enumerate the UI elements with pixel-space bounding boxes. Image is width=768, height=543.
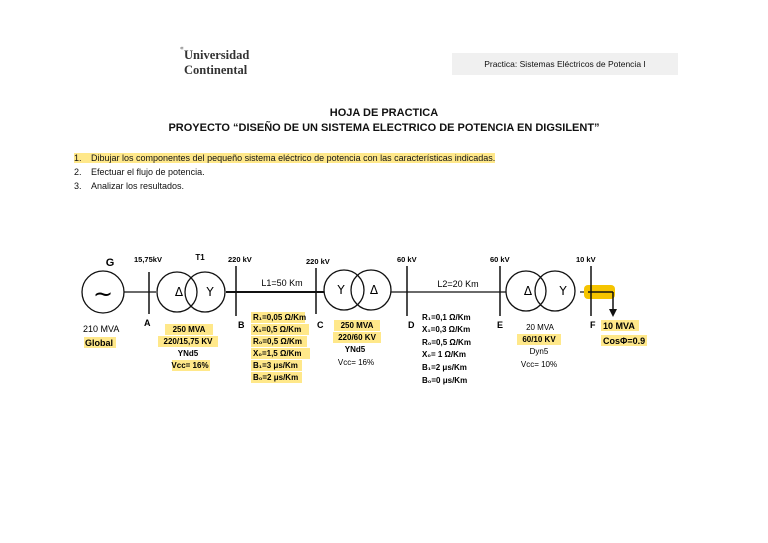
t2-spec: YNd5 — [344, 345, 366, 354]
line1-label: L1=50 Km — [261, 278, 303, 288]
university-line1: Universidad — [184, 48, 250, 62]
line2-param: B₁=2 μs/Km — [422, 363, 467, 372]
svg-text:Y: Y — [206, 285, 214, 299]
svg-text:Y: Y — [337, 283, 345, 297]
svg-text:Δ: Δ — [174, 285, 184, 299]
transformer-t3 — [506, 271, 575, 311]
step-text: Analizar los resultados. — [91, 181, 185, 191]
step-number: 1. — [74, 153, 82, 163]
voltage-label: 60 kV — [397, 255, 417, 264]
svg-text:Δ: Δ — [523, 284, 533, 298]
line1-param: R₀=0,5 Ω/Km — [253, 337, 302, 346]
line2-param: R₀=0,5 Ω/Km — [422, 338, 471, 347]
voltage-label: 220 kV — [228, 255, 252, 264]
bus-label: F — [590, 320, 596, 330]
voltage-label: 60 kV — [490, 255, 510, 264]
t1-spec: 250 MVA — [172, 325, 206, 334]
svg-text:Δ: Δ — [369, 283, 379, 297]
course-label: Practica: Sistemas Eléctricos de Potencia I — [452, 53, 678, 75]
t3-spec: 20 MVA — [526, 323, 554, 332]
t3-spec: Dyn5 — [529, 347, 549, 356]
generator-label: G — [105, 257, 115, 269]
university-line2: Continental — [184, 63, 248, 77]
line1-param: X₁=0,5 Ω/Km — [253, 325, 302, 334]
t1-spec: Vcc= 16% — [171, 361, 209, 370]
step-text: Efectuar el flujo de potencia. — [91, 167, 205, 177]
load-power: 10 MVA — [603, 321, 635, 331]
voltage-label: 15,75kV — [134, 255, 162, 264]
transformer-t2 — [324, 270, 391, 310]
transformer-t1 — [157, 272, 225, 312]
svg-text:Y: Y — [559, 284, 567, 298]
page-title: HOJA DE PRACTICA — [329, 107, 439, 119]
line1-param: B₁=3 μs/Km — [253, 361, 298, 370]
generator-mode: Global — [85, 338, 114, 348]
bus-label: B — [238, 320, 245, 330]
t1-spec: 220/15,75 KV — [163, 337, 213, 346]
t2-spec: 250 MVA — [340, 321, 374, 330]
line2-param: X₁=0,3 Ω/Km — [422, 325, 471, 334]
step-text: Dibujar los componentes del pequeño sistema eléctrico de potencia con las características indicadas. — [91, 153, 496, 163]
line2-param: X₀= 1 Ω/Km — [422, 350, 467, 359]
t2-spec: Vcc= 16% — [337, 358, 375, 367]
voltage-label: 10 kV — [576, 255, 596, 264]
t1-label: T1 — [195, 253, 205, 262]
voltage-label: 220 kV — [306, 257, 330, 266]
line2-label: L2=20 Km — [437, 279, 479, 289]
bus-label: A — [144, 318, 151, 328]
step-number: 3. — [74, 181, 82, 191]
load-pf: CosΦ=0.9 — [603, 336, 646, 346]
bus-label: E — [497, 320, 504, 330]
generator-power: 210 MVA — [83, 324, 120, 334]
bus-label: D — [408, 320, 415, 330]
bus-label: C — [317, 320, 324, 330]
t2-spec: 220/60 KV — [338, 333, 376, 342]
line1-param: B₀=2 μs/Km — [253, 373, 299, 382]
line2-param: B₀=0 μs/Km — [422, 376, 468, 385]
step-number: 2. — [74, 167, 82, 177]
t3-spec: Vcc= 10% — [520, 360, 558, 369]
line2-param: R₁=0,1 Ω/Km — [422, 313, 471, 322]
page-subtitle: PROYECTO “DISEÑO DE UN SISTEMA ELECTRICO DE POTENCIA EN DIGSILENT” — [168, 122, 600, 134]
line1-param: X₀=1,5 Ω/Km — [253, 349, 302, 358]
load-feeder — [584, 285, 617, 317]
t1-spec: YNd5 — [177, 349, 199, 358]
line1-param: R₁=0,05 Ω/Km — [253, 313, 307, 322]
generator-sine-icon: ~ — [92, 280, 114, 308]
t3-spec: 60/10 KV — [522, 335, 556, 344]
